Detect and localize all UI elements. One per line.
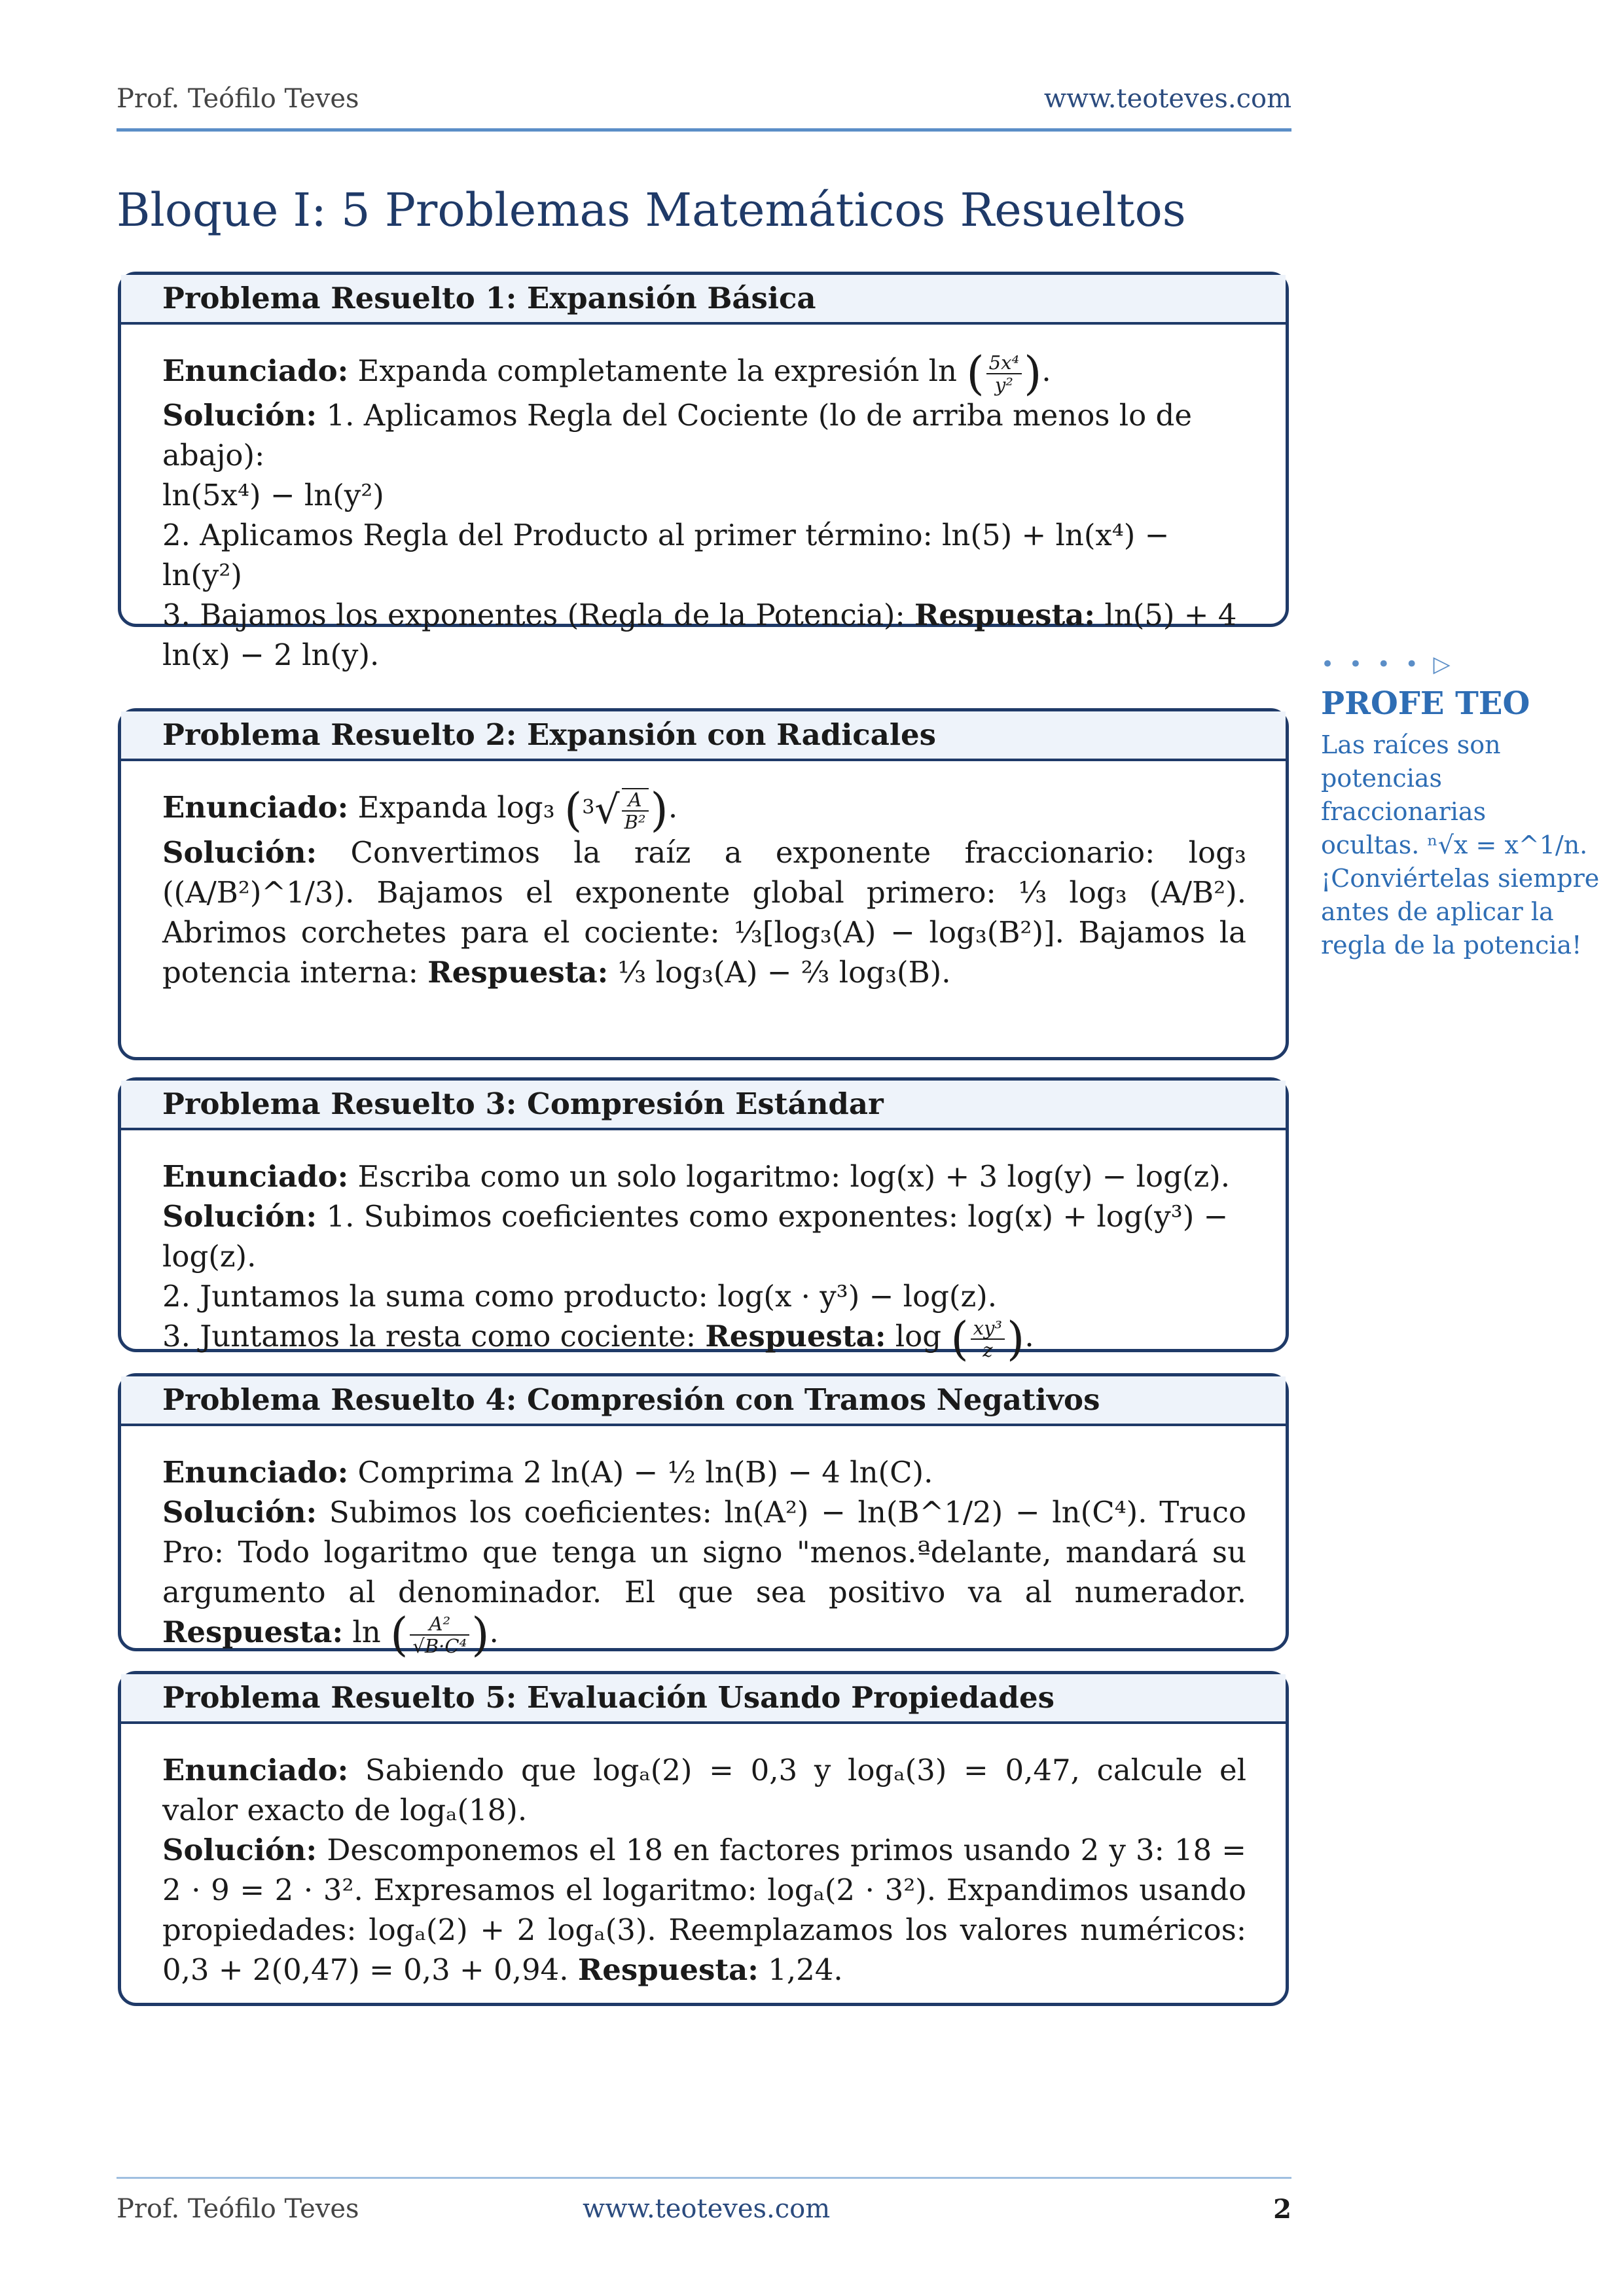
problem-4-solution: Solución: Subimos los coeficientes: ln(A²) − ln(B^1/2) − ln(C⁴). Truco Pro: Todo logaritmo que tenga un signo "menos.ªdelante, mandará su argumento al denominador. El que sea positivo va al numerador. Respuesta: ln ( $\frac{\text{A²}}{\text{√B·C⁴}}$ ). [162, 1495, 1247, 1662]
solution-text: Descomponemos el 18 en factores primos usando 2 y 3: 18 = 2 · 9 = 2 · 3². Expresamos el logaritmo: logₐ(2 · 3²). Expandimos usando propiedades: logₐ(2) + 2 logₐ(3). Reemplazamos los valores numéricos: 0,3 + 2(0,47) = 0,3 + 0,94. [162, 1833, 1247, 1987]
problem-3-heading: Problema Resuelto 3: Compresión Estándar [121, 1081, 1286, 1130]
problem-2-answer: ⅓ log₃(A) − ⅔ log₃(B). [617, 954, 951, 990]
answer-label: Respuesta: [427, 954, 609, 990]
margin-note-body [1321, 728, 1602, 962]
fraction-a2-over-sqrtb-c4: $\frac{\text{A²}}{\text{√B·C⁴}}$ [410, 1613, 469, 1657]
solution-line-3: 2. Aplicamos Regla del Producto al primer término: ln(5) + ln(x⁴) − ln(y²) [162, 517, 1170, 592]
footer-author: Prof. Teófilo Teves [117, 2194, 359, 2224]
solution-line-4 [162, 595, 1246, 675]
problem-2-solution [162, 833, 1246, 992]
problem-3-body [121, 1130, 1286, 1366]
page-header [117, 84, 1291, 123]
answer-label: Respuesta: [162, 1615, 344, 1649]
problem-box-5 [118, 1671, 1289, 2006]
problem-box-4 [118, 1373, 1289, 1662]
problem-1-answer: ln(5) + 4 ln(x) − 2 ln(y). [162, 597, 1237, 672]
answer-label: Respuesta: [914, 597, 1096, 632]
fraction-a-over-b2: $\frac{A}{\text{B²}}$ [622, 788, 649, 833]
solution-line-2: ln(5x⁴) − ln(y²) [162, 477, 384, 512]
problem-2-body [121, 761, 1286, 992]
problem-1-body [121, 325, 1286, 675]
problem-box-3 [118, 1077, 1289, 1366]
solution-label: Solución: [162, 834, 317, 870]
problem-2-heading: Problema Resuelto 2: Expansión con Radicales [121, 711, 1286, 761]
solution-line-3-text: 3. Juntamos la resta como cociente: [162, 1319, 696, 1354]
statement-text: Sabiendo que logₐ(2) = 0,3 y logₐ(3) = 0,47, calcule el valor exacto de logₐ(18). [162, 1753, 1246, 1827]
problem-4-body [121, 1426, 1286, 1662]
statement-label: Enunciado: [162, 790, 349, 825]
solution-label: Solución: [162, 1199, 317, 1234]
statement-text: Escriba como un solo logaritmo: log(x) + 3 log(y) − log(z). [357, 1159, 1231, 1194]
fraction-xy3-over-z: $\frac{\text{xy³}}{z}$ [971, 1318, 1005, 1361]
page-title: Bloque I: 5 Problemas Matemáticos Resueltos [117, 183, 1186, 237]
problem-box-2 [118, 708, 1289, 1060]
problem-4-heading: Problema Resuelto 4: Compresión con Tramos Negativos [121, 1376, 1286, 1426]
footer-rule [117, 2177, 1291, 2179]
note-line: ¡Conviértelas siempre [1321, 864, 1600, 893]
solution-label: Solución: [162, 1833, 317, 1867]
note-line: regla de la potencia! [1321, 931, 1582, 960]
solution-line-1: 1. Aplicamos Regla del Cociente (lo de arriba menos lo de abajo): [162, 397, 1192, 473]
problem-box-1 [118, 272, 1289, 672]
solution-line-1: 1. Subimos coeficientes como exponentes: log(x) + log(y³) − log(z). [162, 1199, 1229, 1274]
problem-1-statement: Enunciado: Expanda completamente la expresión ln ( $\frac{\text{5x⁴}}{\text{y²}}$ ). [162, 346, 1051, 401]
note-line: Las raíces son [1321, 730, 1501, 759]
problem-2-statement: Enunciado: Expanda log₃ ($^3$√ $\frac{A}{\text{B²}}$ ). [162, 783, 678, 837]
margin-note [1321, 651, 1602, 962]
solution-label: Solución: [162, 1495, 317, 1530]
header-author: Prof. Teófilo Teves [117, 84, 359, 114]
statement-label: Enunciado: [162, 353, 349, 388]
statement-text: Expanda completamente la expresión ln [357, 353, 958, 388]
statement-label: Enunciado: [162, 1753, 349, 1787]
solution-text: Subimos los coeficientes: ln(A²) − ln(B^1/2) − ln(C⁴). Truco Pro: Todo logaritmo que tenga un signo "menos.ªdelante, mandará su argumento al denominador. El que sea positivo va al numerador. [162, 1495, 1247, 1609]
note-line: antes de aplicar la [1321, 897, 1554, 926]
solution-line-2: 2. Juntamos la suma como producto: log(x · y³) − log(z). [162, 1279, 998, 1314]
page-footer [117, 2194, 1291, 2233]
answer-label: Respuesta: [705, 1319, 886, 1354]
fraction-5x4-over-y2: $\frac{\text{5x⁴}}{\text{y²}}$ [986, 352, 1022, 395]
solution-label: Solución: [162, 397, 317, 433]
footer-site-link[interactable]: www.teoteves.com [583, 2194, 831, 2224]
problem-5-solution [162, 1830, 1246, 1990]
problem-3-statement [162, 1157, 1246, 1196]
note-line: potencias fraccionarias [1321, 764, 1487, 826]
problem-1-heading: Problema Resuelto 1: Expansión Básica [121, 275, 1286, 325]
margin-note-title: PROFE TEO [1321, 685, 1530, 722]
statement-label: Enunciado: [162, 1159, 349, 1194]
solution-line-3: 3. Juntamos la resta como cociente: Respuesta: log ( $\frac{\text{xy³}}{z}$ ). [162, 1312, 1034, 1366]
problem-5-body [121, 1724, 1286, 1990]
problem-3-answer: log [895, 1319, 942, 1354]
problem-4-answer: ln [352, 1615, 381, 1649]
header-site-link[interactable]: www.teoteves.com [1043, 84, 1291, 114]
note-line: ocultas. ⁿ√x = x^1/n. [1321, 831, 1588, 859]
statement-text: Comprima 2 ln(A) − ½ ln(B) − 4 ln(C). [357, 1455, 933, 1490]
problem-5-statement [162, 1750, 1246, 1830]
statement-text: Expanda log₃ [357, 790, 555, 825]
statement-label: Enunciado: [162, 1455, 349, 1490]
problem-3-solution [162, 1196, 1246, 1276]
header-rule [117, 128, 1291, 132]
dots-arrow-icon: • • • • ▷ [1321, 651, 1454, 677]
solution-text: Convertimos la raíz a exponente fraccionario: log₃ ((A/B²)^1/3). Bajamos el exponente global primero: ⅓ log₃ (A/B²). Abrimos corchetes para el cociente: ⅓[log₃(A) − log₃(B²)]. Bajamos la potencia interna: [162, 834, 1246, 990]
problem-1-solution [162, 395, 1246, 475]
page-number: 2 [1273, 2194, 1291, 2225]
problem-5-heading: Problema Resuelto 5: Evaluación Usando Propiedades [121, 1674, 1286, 1724]
solution-line-4-text: 3. Bajamos los exponentes (Regla de la Potencia): [162, 597, 905, 632]
answer-label: Respuesta: [577, 1952, 759, 1987]
problem-5-answer: 1,24. [768, 1952, 843, 1987]
problem-4-statement [162, 1452, 1246, 1492]
